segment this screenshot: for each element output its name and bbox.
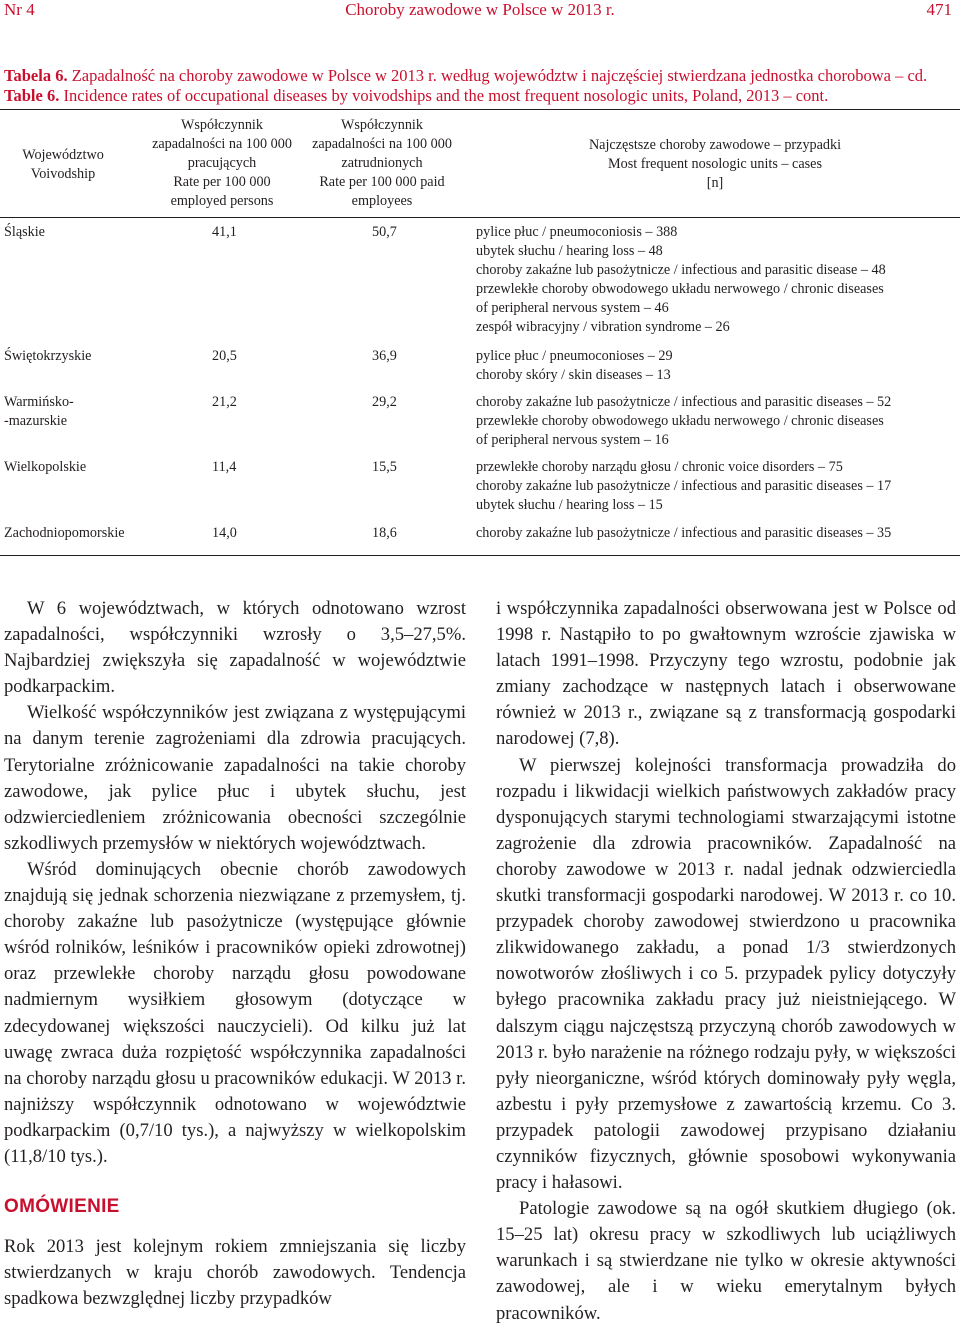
row-rate-employed: 41,1 — [212, 224, 237, 240]
paragraph: Wielkość współczynników jest związana z występującymi na danym terenie zagrożeniami dla zdrowia pracujących. Terytorialne zróżnicowanie zapadalności na takie choroby zawodowe, jak pylice płuc i ubytek słuchu, jest odzwierciedleniem zróżnicowania obecności szczególnie szkodliwych przemysłów w niektórych województwach. — [4, 702, 466, 854]
paragraph: W pierwszej kolejności transformacja prowadziła do rozpadu i likwidacji wielkich państwowych zakładów pracy dysponujących starymi technologiami stwarzającymi istotne zagrożenie dla zdrowia pracowników. Zapadalność na choroby zawodowe w 2013 r. nadal jednak odzwierciedla skutki transformacji gospodarki narodowej. W 2013 r. co 10. przypadek choroby zawodowej stwierdzono u pracownika zlikwidowanego zakładu, a ponad 1/3 stwierdzonych nowotworów złośliwych i co 5. przypadek pylicy dotyczyły byłego pracownika zakładu pracy już nieistniejącego. W dalszym ciągu najczęstszą przyczyną chorób zawodowych w 2013 r. było narażenie na różnego rodzaju pyły, w większości pyły nieorganiczne, wśród których dominowały pyły węgla, azbestu i pyły przemysłowe z zawartością krzemu. Co 3. przypadek patologii zawodowej przypisano działaniu czynników fizycznych, głównie sposobowi wykonywania pracy i hałasowi. — [496, 754, 956, 1194]
row-name: Zachodniopomorskie — [4, 525, 125, 541]
row-rate-paid: 29,2 — [372, 394, 397, 410]
table-top-rule — [0, 109, 960, 110]
right-text-column — [496, 596, 956, 1327]
paragraph: Rok 2013 jest kolejnym rokiem zmniejszania się liczby stwierdzanych w kraju chorób zawodowych. Tendencja spadkowa bezwzględnej liczby przypadków — [4, 1236, 466, 1310]
table-caption-en — [4, 86, 828, 106]
left-text-column — [4, 596, 466, 1312]
table-bottom-rule — [0, 555, 960, 556]
row-rate-employed: 20,5 — [212, 348, 237, 364]
row-name: Wielkopolskie — [4, 459, 87, 475]
header-rate-paid: Współczynnik zapadalności na 100 000 zatrudnionych Rate per 100 000 paid employees — [312, 117, 452, 209]
row-diseases: pylice płuc / pneumoconioses – 29 choroby skóry / skin diseases – 13 — [476, 348, 673, 383]
table-label-en: Table 6. — [4, 86, 60, 105]
table-header-rule — [0, 217, 960, 218]
row-diseases: choroby zakaźne lub pasożytnicze / infectious and parasitic diseases – 52 przewlekłe choroby obwodowego układu nerwowego / chronic diseases of peripheral nervous system – 16 — [476, 394, 892, 448]
table-label-pl: Tabela 6. — [4, 66, 68, 85]
row-rate-employed: 21,2 — [212, 394, 237, 410]
header-diseases: Najczęstsze choroby zawodowe – przypadki Most frequent nosologic units – cases [n] — [588, 137, 842, 191]
row-diseases: pylice płuc / pneumoconiosis – 388 ubytek słuchu / hearing loss – 48 choroby zakaźne lub pasożytnicze / infectious and parasitic disease – 48 przewlekłe choroby obwodowego układu nerwowego / chronic diseases of peripheral nervous system – 46 zespół wibracyjny / vibration syndrome – 26 — [476, 224, 886, 335]
row-rate-paid: 36,9 — [372, 348, 397, 364]
header-voivodship: Województwo Voivodship — [22, 147, 104, 182]
row-rate-paid: 18,6 — [372, 525, 397, 541]
row-name: Świętokrzyskie — [4, 348, 92, 364]
table-title-en: Incidence rates of occupational diseases by voivodships and the most frequent nosologic units, Poland, 2013 – cont. — [59, 86, 829, 105]
row-rate-employed: 11,4 — [212, 459, 237, 475]
running-title: Choroby zawodowe w Polsce w 2013 r. — [345, 0, 615, 19]
paragraph: Patologie zawodowe są na ogół skutkiem długiego (ok. 15–25 lat) okresu pracy w szkodliwych lub uciążliwych warunkach i są stwierdzane nie tylko w okresie aktywności zawodowej, ale i w wieku emerytalnym byłych pracowników. — [496, 1198, 956, 1324]
row-rate-paid: 50,7 — [372, 224, 397, 240]
row-rate-employed: 14,0 — [212, 525, 237, 541]
table-caption-pl — [4, 66, 927, 86]
paragraph: W 6 województwach, w których odnotowano wzrost zapadalności, współczynniki wzrosły o 3,5–27,5%. Najbardziej zwiększyła się zapadalność w województwie podkarpackim. — [4, 598, 466, 698]
section-heading: OMÓWIENIE — [4, 1196, 120, 1218]
row-diseases: choroby zakaźne lub pasożytnicze / infectious and parasitic diseases – 35 — [476, 525, 892, 541]
table-title-pl: Zapadalność na choroby zawodowe w Polsce w 2013 r. według województw i najczęściej stwierdzana jednostka chorobowa – cd. — [67, 66, 928, 85]
header-rate-employed: Współczynnik zapadalności na 100 000 pracujących Rate per 100 000 employed persons — [152, 117, 292, 209]
row-name: Śląskie — [4, 224, 45, 240]
row-diseases: przewlekłe choroby narządu głosu / chronic voice disorders – 75 choroby zakaźne lub pasożytnicze / infectious and parasitic diseases – 17 ubytek słuchu / hearing loss – 15 — [476, 459, 892, 513]
page-number: 471 — [926, 0, 952, 19]
row-rate-paid: 15,5 — [372, 459, 397, 475]
row-name: Warmińsko- -mazurskie — [4, 394, 74, 429]
paragraph: Wśród dominujących obecnie chorób zawodowych znajdują się jednak schorzenia niezwiązane z przemysłem, tj. choroby zakaźne lub pasożytnicze (występujące głównie wśród rolników, leśników i pracowników opieki zdrowotnej) oraz przewlekłe choroby narządu głosu powodowane nadmiernym wysiłkiem głosowym (dotyczące w zdecydowanej większości nauczycieli). Od kilku już lat uwagę zwraca duża rozpiętość współczynnika zapadalności na choroby narządu głosu u pracowników edukacji. W 2013 r. najniższy współczynnik odnotowano w województwie podkarpackim (0,7/10 tys.), a najwyższy w wielkopolskim (11,8/10 tys.). — [4, 858, 466, 1167]
paragraph: i współczynnika zapadalności obserwowana jest w Polsce od 1998 r. Nastąpiło to po gwałtownym wzroście zjawiska w latach 1991–1998. Przyczyny tego wzrostu, podobnie jak zmiany zachodzące w następnych latach i obserwowane również w 2013 r., związane są z transformacją gospodarki narodowej (7,8). — [496, 598, 956, 750]
page-number-label: Nr 4 — [4, 0, 35, 19]
